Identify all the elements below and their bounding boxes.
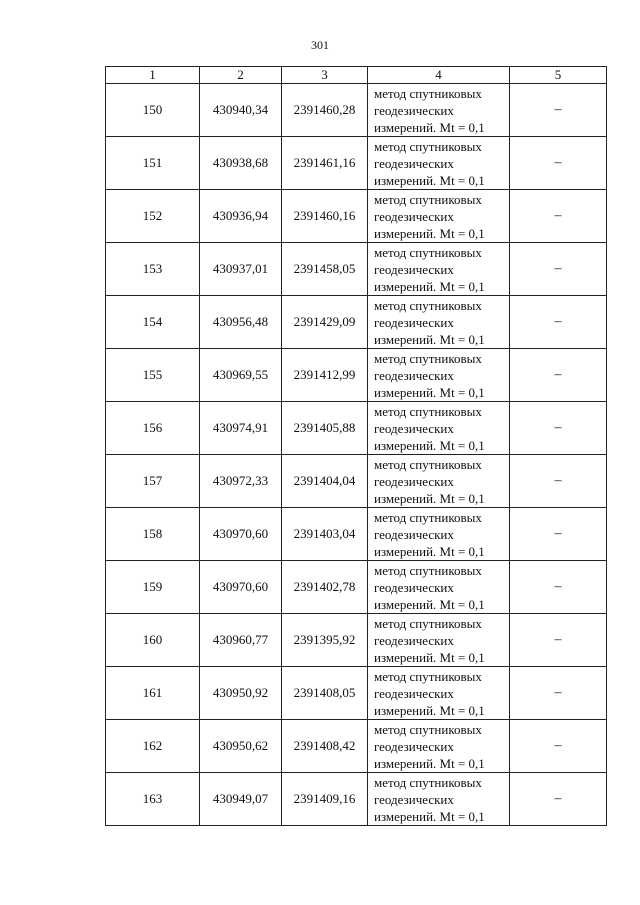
method-line: метод спутниковых <box>374 85 482 101</box>
method-line: геодезических <box>374 155 454 171</box>
x-coordinate-cell: 430969,55 <box>200 349 282 402</box>
method-line: метод спутниковых <box>374 191 482 207</box>
method-line: метод спутниковых <box>374 562 482 578</box>
note-cell: – <box>510 773 607 826</box>
method-line: геодезических <box>374 579 454 595</box>
method-cell <box>368 561 510 614</box>
method-line: измерений. Mt = 0,1 <box>374 755 485 771</box>
method-line: метод спутниковых <box>374 138 482 154</box>
method-line: метод спутниковых <box>374 403 482 419</box>
column-header-4: 4 <box>368 67 510 84</box>
method-line: метод спутниковых <box>374 509 482 525</box>
method-line: измерений. Mt = 0,1 <box>374 543 485 559</box>
method-line: геодезических <box>374 473 454 489</box>
table-row <box>106 614 607 667</box>
note-cell: – <box>510 455 607 508</box>
method-line: измерений. Mt = 0,1 <box>374 384 485 400</box>
method-line: метод спутниковых <box>374 244 482 260</box>
point-number-cell: 153 <box>106 243 200 296</box>
note-cell: – <box>510 614 607 667</box>
method-line: геодезических <box>374 526 454 542</box>
x-coordinate-cell: 430949,07 <box>200 773 282 826</box>
method-line: измерений. Mt = 0,1 <box>374 808 485 824</box>
point-number-cell: 157 <box>106 455 200 508</box>
table-row <box>106 243 607 296</box>
note-cell: – <box>510 667 607 720</box>
y-coordinate-cell: 2391404,04 <box>282 455 368 508</box>
method-line: измерений. Mt = 0,1 <box>374 437 485 453</box>
y-coordinate-cell: 2391429,09 <box>282 296 368 349</box>
method-line: геодезических <box>374 367 454 383</box>
method-line: геодезических <box>374 261 454 277</box>
y-coordinate-cell: 2391409,16 <box>282 773 368 826</box>
note-cell: – <box>510 137 607 190</box>
method-line: геодезических <box>374 685 454 701</box>
x-coordinate-cell: 430970,60 <box>200 508 282 561</box>
method-line: измерений. Mt = 0,1 <box>374 331 485 347</box>
method-line: метод спутниковых <box>374 456 482 472</box>
table-header-row <box>106 67 607 84</box>
method-line: геодезических <box>374 738 454 754</box>
method-line: геодезических <box>374 208 454 224</box>
x-coordinate-cell: 430936,94 <box>200 190 282 243</box>
y-coordinate-cell: 2391460,16 <box>282 190 368 243</box>
method-line: метод спутниковых <box>374 668 482 684</box>
point-number-cell: 151 <box>106 137 200 190</box>
method-line: измерений. Mt = 0,1 <box>374 119 485 135</box>
point-number-cell: 159 <box>106 561 200 614</box>
table-row <box>106 667 607 720</box>
column-header-1: 1 <box>106 67 200 84</box>
method-line: метод спутниковых <box>374 350 482 366</box>
note-cell: – <box>510 349 607 402</box>
x-coordinate-cell: 430970,60 <box>200 561 282 614</box>
table-row <box>106 296 607 349</box>
method-cell <box>368 614 510 667</box>
page-number: 301 <box>311 38 329 52</box>
x-coordinate-cell: 430938,68 <box>200 137 282 190</box>
method-line: геодезических <box>374 791 454 807</box>
method-line: метод спутниковых <box>374 615 482 631</box>
y-coordinate-cell: 2391402,78 <box>282 561 368 614</box>
method-cell <box>368 455 510 508</box>
y-coordinate-cell: 2391395,92 <box>282 614 368 667</box>
x-coordinate-cell: 430950,92 <box>200 667 282 720</box>
column-header-5: 5 <box>510 67 607 84</box>
method-cell <box>368 137 510 190</box>
table-row <box>106 720 607 773</box>
method-cell <box>368 667 510 720</box>
note-cell: – <box>510 561 607 614</box>
point-number-cell: 155 <box>106 349 200 402</box>
method-cell <box>368 296 510 349</box>
method-line: геодезических <box>374 632 454 648</box>
table-row <box>106 84 607 137</box>
table-row <box>106 773 607 826</box>
method-line: измерений. Mt = 0,1 <box>374 278 485 294</box>
method-cell <box>368 773 510 826</box>
y-coordinate-cell: 2391405,88 <box>282 402 368 455</box>
point-number-cell: 158 <box>106 508 200 561</box>
y-coordinate-cell: 2391458,05 <box>282 243 368 296</box>
point-number-cell: 156 <box>106 402 200 455</box>
column-header-3: 3 <box>282 67 368 84</box>
method-cell <box>368 243 510 296</box>
method-line: геодезических <box>374 314 454 330</box>
table-row <box>106 561 607 614</box>
method-line: геодезических <box>374 102 454 118</box>
note-cell: – <box>510 296 607 349</box>
method-line: метод спутниковых <box>374 721 482 737</box>
y-coordinate-cell: 2391412,99 <box>282 349 368 402</box>
table-row <box>106 137 607 190</box>
method-cell <box>368 720 510 773</box>
method-cell <box>368 349 510 402</box>
table-row <box>106 190 607 243</box>
note-cell: – <box>510 402 607 455</box>
point-number-cell: 161 <box>106 667 200 720</box>
point-number-cell: 152 <box>106 190 200 243</box>
y-coordinate-cell: 2391460,28 <box>282 84 368 137</box>
note-cell: – <box>510 720 607 773</box>
point-number-cell: 160 <box>106 614 200 667</box>
method-line: метод спутниковых <box>374 297 482 313</box>
x-coordinate-cell: 430940,34 <box>200 84 282 137</box>
table-row <box>106 402 607 455</box>
y-coordinate-cell: 2391408,05 <box>282 667 368 720</box>
x-coordinate-cell: 430974,91 <box>200 402 282 455</box>
method-cell <box>368 190 510 243</box>
method-line: измерений. Mt = 0,1 <box>374 649 485 665</box>
x-coordinate-cell: 430950,62 <box>200 720 282 773</box>
x-coordinate-cell: 430960,77 <box>200 614 282 667</box>
y-coordinate-cell: 2391408,42 <box>282 720 368 773</box>
x-coordinate-cell: 430972,33 <box>200 455 282 508</box>
table-row <box>106 455 607 508</box>
point-number-cell: 150 <box>106 84 200 137</box>
method-cell <box>368 402 510 455</box>
x-coordinate-cell: 430937,01 <box>200 243 282 296</box>
method-cell <box>368 84 510 137</box>
note-cell: – <box>510 243 607 296</box>
method-line: метод спутниковых <box>374 774 482 790</box>
y-coordinate-cell: 2391403,04 <box>282 508 368 561</box>
point-number-cell: 163 <box>106 773 200 826</box>
method-line: измерений. Mt = 0,1 <box>374 596 485 612</box>
table-row <box>106 349 607 402</box>
note-cell: – <box>510 84 607 137</box>
method-line: измерений. Mt = 0,1 <box>374 490 485 506</box>
point-number-cell: 162 <box>106 720 200 773</box>
method-cell <box>368 508 510 561</box>
method-line: измерений. Mt = 0,1 <box>374 172 485 188</box>
table-row <box>106 508 607 561</box>
y-coordinate-cell: 2391461,16 <box>282 137 368 190</box>
note-cell: – <box>510 508 607 561</box>
method-line: измерений. Mt = 0,1 <box>374 225 485 241</box>
x-coordinate-cell: 430956,48 <box>200 296 282 349</box>
method-line: геодезических <box>374 420 454 436</box>
table-body <box>106 84 607 826</box>
column-header-2: 2 <box>200 67 282 84</box>
coordinates-table <box>105 66 607 826</box>
point-number-cell: 154 <box>106 296 200 349</box>
note-cell: – <box>510 190 607 243</box>
method-line: измерений. Mt = 0,1 <box>374 702 485 718</box>
